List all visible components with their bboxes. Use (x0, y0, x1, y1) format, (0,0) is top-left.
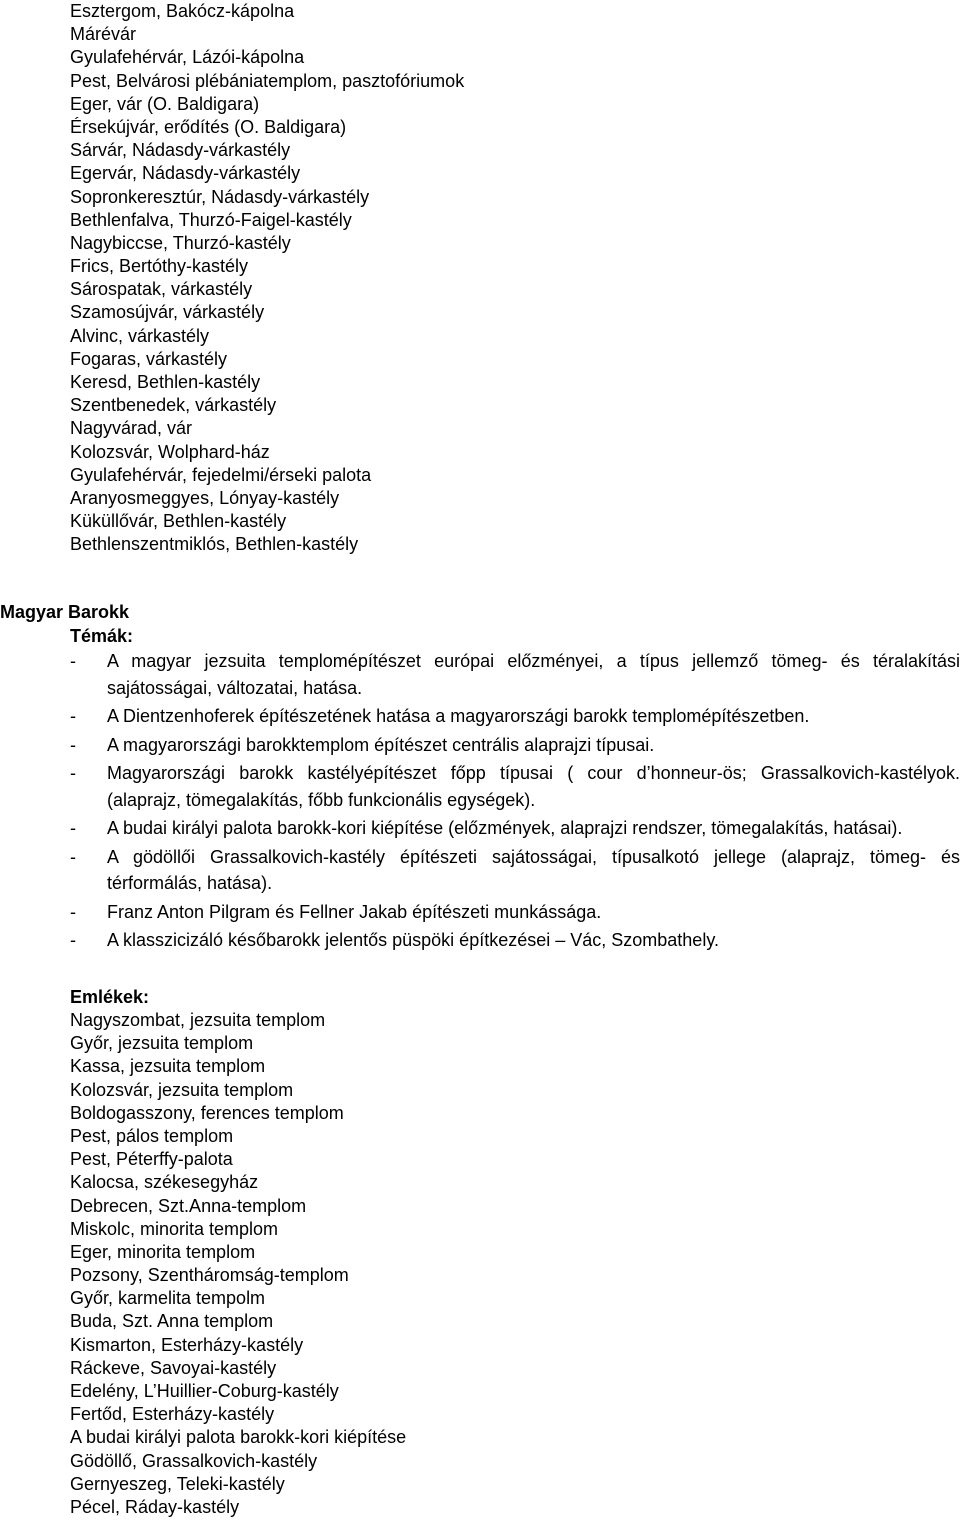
memorials-list (70, 1009, 406, 1519)
list-item: Pest, Péterffy-palota (70, 1149, 233, 1170)
list-item: Sárvár, Nádasdy-várkastély (70, 140, 291, 161)
list-item: A budai királyi palota barokk-kori kiépítése (70, 1427, 407, 1448)
topic-text: A gödöllői Grassalkovich-kastély építészeti sajátosságai, típusalkotó jellege (alaprajz, tömeg- és térformálás, hatása). (107, 846, 960, 893)
topic-item (0, 844, 960, 897)
list-item: Pest, Belvárosi plébániatemplom, pasztofóriumok (70, 70, 465, 91)
topic-text: A magyarországi barokktemplom építészet centrális alaprajzi típusai. (107, 734, 655, 755)
bullet-dash: - (70, 818, 76, 838)
list-item: Keresd, Bethlen-kastély (70, 372, 261, 392)
bullet-dash: - (70, 930, 76, 950)
list-item: Debrecen, Szt.Anna-templom (70, 1195, 307, 1216)
list-item: Küküllővár, Bethlen-kastély (70, 511, 287, 532)
bullet-dash: - (70, 734, 76, 755)
list-item: Kismarton, Esterházy-kastély (70, 1334, 304, 1355)
topic-item (0, 927, 960, 954)
monument-list (70, 0, 464, 557)
list-item: Gödöllő, Grassalkovich-kastély (70, 1450, 318, 1471)
topic-item (0, 703, 960, 730)
list-item: Márévár (70, 24, 137, 45)
list-item: Ráckeve, Savoyai-kastély (70, 1357, 277, 1378)
topic-text: A Dientzenhoferek építészetének hatása a magyarországi barokk templomépítészetben. (107, 706, 810, 726)
list-item: Pécel, Ráday-kastély (70, 1496, 240, 1517)
list-item: Kalocsa, székesegyház (70, 1172, 259, 1193)
topic-text: A klasszicizáló későbarokk jelentős püspöki építkezései – Vác, Szombathely. (107, 930, 719, 950)
list-item: Gyulafehérvár, fejedelmi/érseki palota (70, 464, 372, 485)
topic-text: A budai királyi palota barokk-kori kiépítése (előzmények, alaprajzi rendszer, tömegalakítás, hatásai). (107, 818, 903, 838)
list-item: Kolozsvár, jezsuita templom (70, 1079, 294, 1100)
list-item: Boldogasszony, ferences templom (70, 1102, 344, 1123)
list-item: Frics, Bertóthy-kastély (70, 256, 249, 277)
topic-item (0, 760, 960, 813)
topic-item (0, 815, 960, 842)
list-item: Szamosújvár, várkastély (70, 302, 265, 323)
list-item: Fogaras, várkastély (70, 348, 228, 369)
list-item: Érsekújvár, erődítés (O. Baldigara) (70, 116, 347, 137)
section-title: Magyar Barokk (0, 602, 130, 622)
list-item: Gernyeszeg, Teleki-kastély (70, 1473, 285, 1494)
list-item: Nagyszombat, jezsuita templom (70, 1010, 326, 1030)
list-item: Nagybiccse, Thurzó-kastély (70, 232, 291, 253)
bullet-dash: - (70, 706, 76, 726)
list-item: Eger, vár (O. Baldigara) (70, 93, 260, 114)
list-item: Eger, minorita templom (70, 1241, 256, 1262)
topic-text: Franz Anton Pilgram és Fellner Jakab építészeti munkássága. (107, 901, 602, 922)
memorials-heading: Emlékek: (70, 987, 150, 1007)
list-item: Kolozsvár, Wolphard-ház (70, 441, 270, 462)
list-item: Buda, Szt. Anna templom (70, 1311, 274, 1332)
topic-text: Magyarországi barokk kastélyépítészet főpp típusai ( cour d’honneur-ös; Grassalkovich-kastélyok. (alaprajz, tömegalakítás, főbb funkcionális egységek). (107, 763, 960, 810)
list-item: Pest, pálos templom (70, 1125, 234, 1146)
topic-item (0, 899, 960, 926)
list-item: Aranyosmeggyes, Lónyay-kastély (70, 487, 340, 508)
list-item: Bethlenszentmiklós, Bethlen-kastély (70, 534, 359, 555)
topic-item (0, 648, 960, 701)
list-item: Győr, karmelita tempolm (70, 1288, 266, 1309)
list-item: Alvinc, várkastély (70, 325, 210, 346)
bullet-dash: - (70, 763, 76, 783)
topics-heading: Témák: (70, 626, 134, 646)
bullet-dash: - (70, 651, 76, 671)
topics-list (0, 648, 960, 956)
topic-item (0, 732, 960, 759)
list-item: Esztergom, Bakócz-kápolna (70, 1, 295, 21)
list-item: Fertőd, Esterházy-kastély (70, 1404, 275, 1425)
list-item: Bethlenfalva, Thurzó-Faigel-kastély (70, 209, 352, 230)
list-item: Edelény, L’Huillier-Coburg-kastély (70, 1381, 339, 1401)
list-item: Győr, jezsuita templom (70, 1033, 254, 1054)
list-item: Egervár, Nádasdy-várkastély (70, 163, 301, 184)
list-item: Miskolc, minorita templom (70, 1218, 279, 1239)
list-item: Sopronkeresztúr, Nádasdy-várkastély (70, 186, 370, 207)
list-item: Pozsony, Szentháromság-templom (70, 1265, 349, 1286)
bullet-dash: - (70, 846, 76, 867)
list-item: Nagyvárad, vár (70, 418, 193, 439)
list-item: Szentbenedek, várkastély (70, 395, 277, 416)
list-item: Sárospatak, várkastély (70, 279, 253, 300)
topic-text: A magyar jezsuita templomépítészet európai előzményei, a típus jellemző tömeg- és téralakítási sajátosságai, változatai, hatása. (107, 651, 960, 698)
bullet-dash: - (70, 901, 76, 922)
list-item: Kassa, jezsuita templom (70, 1056, 266, 1077)
list-item: Gyulafehérvár, Lázói-kápolna (70, 47, 305, 68)
